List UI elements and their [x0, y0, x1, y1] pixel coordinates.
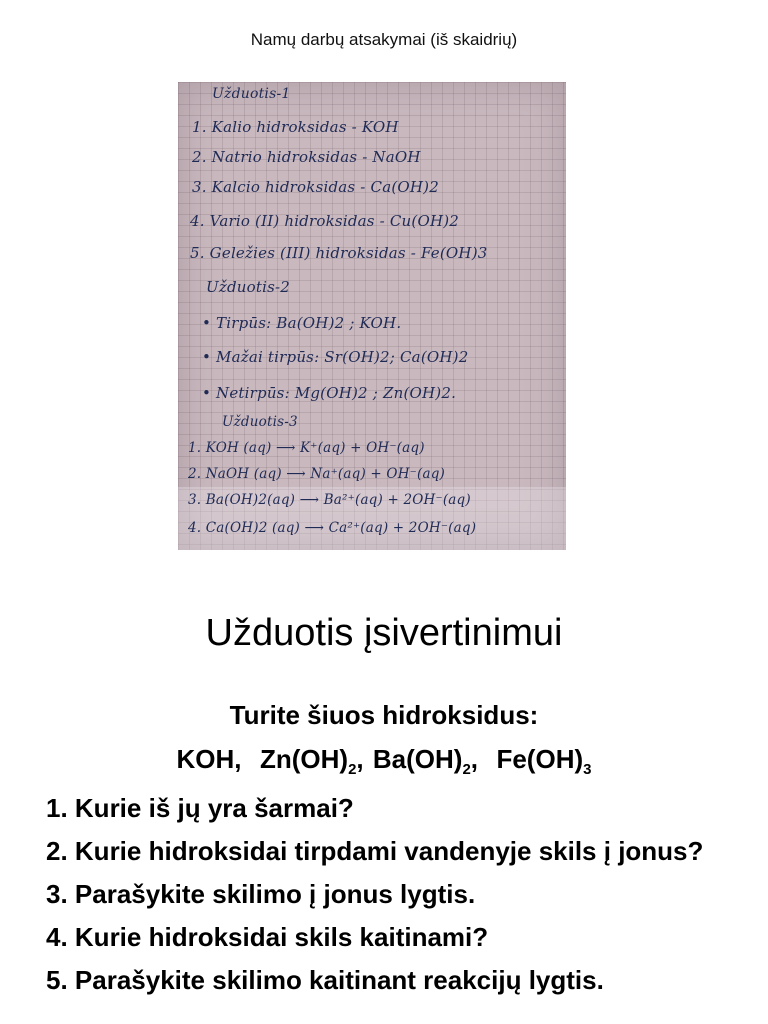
- photo-line: Užduotis-2: [206, 278, 290, 296]
- page-title: Užduotis įsivertinimui: [205, 612, 563, 654]
- formula-fe-oh-3: $Fe(OH)_3$: [496, 744, 592, 779]
- photo-line: Užduotis-3: [222, 414, 298, 430]
- photo-line: 1. KOH (aq) ⟶ K⁺(aq) + OH⁻(aq): [188, 440, 425, 456]
- photo-line: 5. Geležies (III) hidroksidas - Fe(OH)3: [190, 244, 488, 262]
- hydroxide-list: [0, 744, 768, 778]
- photo-line: 1. Kalio hidroksidas - KOH: [192, 118, 399, 136]
- photo-line: 4. Vario (II) hidroksidas - Cu(OH)2: [190, 212, 460, 230]
- question-item: 4. Kurie hidroksidai skils kaitinami?: [46, 922, 489, 952]
- photo-line: • Tirpūs: Ba(OH)2 ; KOH.: [202, 314, 402, 332]
- formula-koh: KOH,: [176, 744, 242, 774]
- photo-line: • Mažai tirpūs: Sr(OH)2; Ca(OH)2: [202, 348, 469, 366]
- question-item: 3. Parašykite skilimo į jonus lygtis.: [46, 879, 476, 909]
- slide-header: Namų darbų atsakymai (iš skaidrių): [250, 30, 518, 49]
- photo-line: • Netirpūs: Mg(OH)2 ; Zn(OH)2.: [202, 384, 457, 402]
- photo-line: 3. Kalcio hidroksidas - Ca(OH)2: [192, 178, 439, 196]
- photo-line: 4. Ca(OH)2 (aq) ⟶ Ca²⁺(aq) + 2OH⁻(aq): [188, 520, 477, 536]
- question-list: [46, 790, 746, 1005]
- photo-line: 2. NaOH (aq) ⟶ Na⁺(aq) + OH⁻(aq): [188, 466, 446, 482]
- photo-line: 3. Ba(OH)2(aq) ⟶ Ba²⁺(aq) + 2OH⁻(aq): [188, 492, 471, 508]
- photo-line: Užduotis-1: [212, 86, 291, 102]
- question-item: 1. Kurie iš jų yra šarmai?: [46, 793, 354, 823]
- task-intro: Turite šiuos hidroksidus:: [229, 700, 539, 730]
- formula-ba-oh-2: $Ba(OH)_2$,: [372, 744, 479, 779]
- question-item: 2. Kurie hidroksidai tirpdami vandenyje skils į jonus?: [46, 836, 704, 866]
- formula-zn-oh-2: $Zn(OH)_2$,: [259, 744, 364, 779]
- photo-line: 2. Natrio hidroksidas - NaOH: [192, 148, 421, 166]
- homework-answers-photo: [178, 82, 566, 550]
- question-item: 5. Parašykite skilimo kaitinant reakcijų lygtis.: [46, 965, 604, 995]
